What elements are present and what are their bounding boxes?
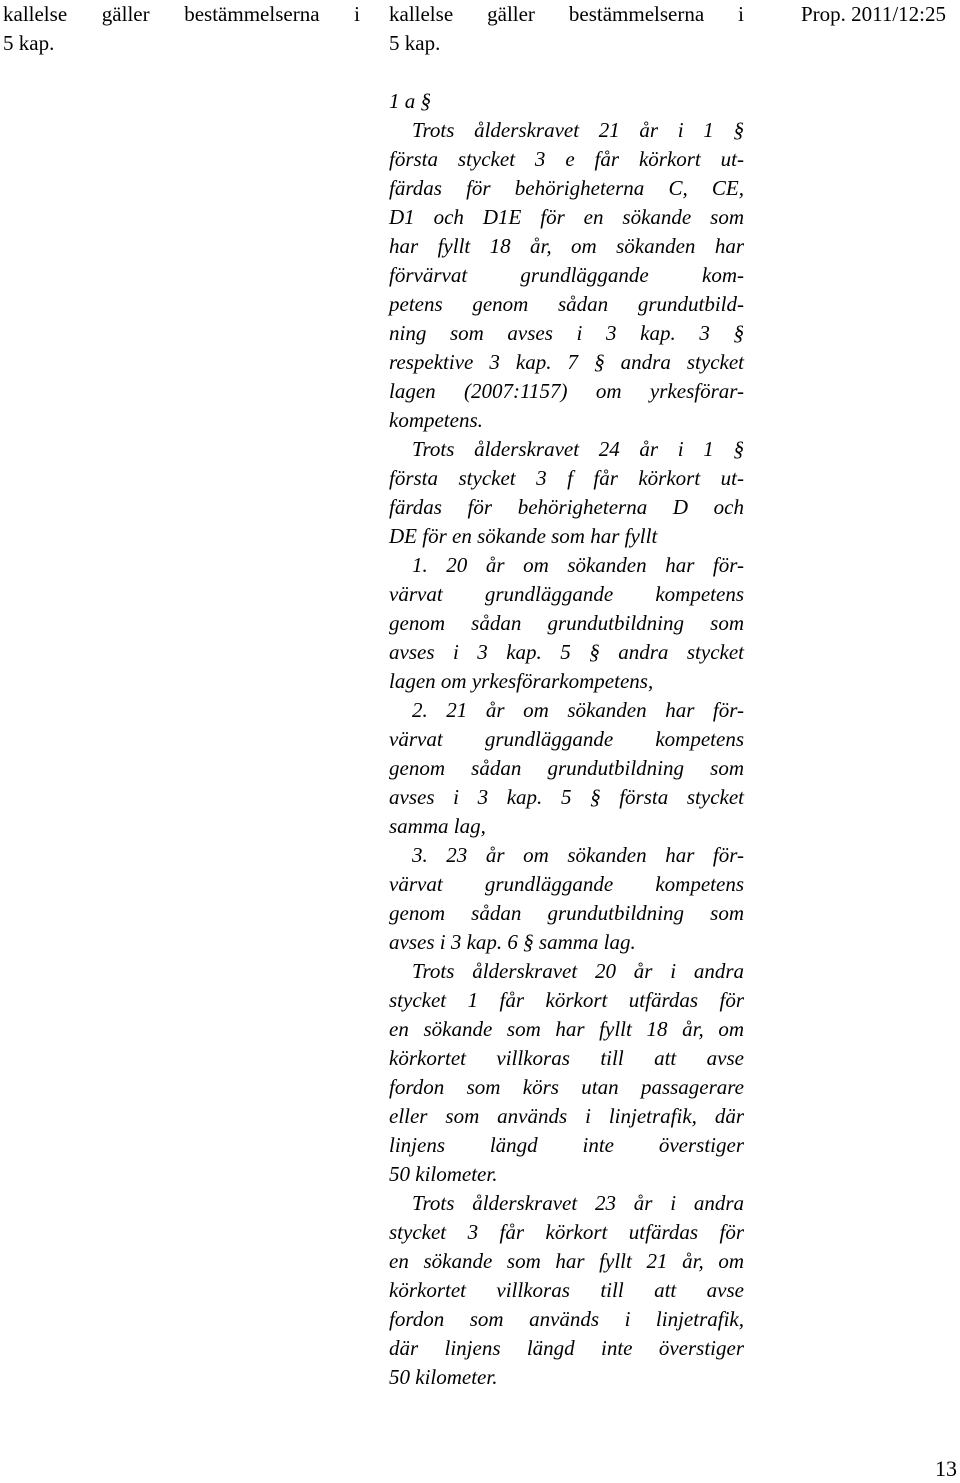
body-line: avses i 3 kap. 5 § första stycket [389, 785, 744, 809]
body-line: värvat grundläggande kompetens [389, 727, 744, 751]
body-line: 3. 23 år om sökanden har för- [412, 843, 744, 867]
body-line: första stycket 3 e får körkort ut- [389, 147, 744, 171]
body-line: 50 kilometer. [389, 1365, 498, 1389]
body-line: stycket 1 får körkort utfärdas för [389, 988, 744, 1012]
left-column-text-line-2: 5 kap. [3, 31, 55, 55]
body-line: respektive 3 kap. 7 § andra stycket [389, 350, 744, 374]
body-line: genom sådan grundutbildning som [389, 901, 744, 925]
body-line: färdas för behörigheterna D och [389, 495, 744, 519]
body-line: kompetens. [389, 408, 483, 432]
body-line: DE för en sökande som har fyllt [389, 524, 658, 548]
body-line: D1 och D1E för en sökande som [389, 205, 744, 229]
body-line: färdas för behörigheterna C, CE, [389, 176, 744, 200]
body-line: 1. 20 år om sökanden har för- [412, 553, 744, 577]
body-line: Trots ålderskravet 23 år i andra [412, 1191, 744, 1215]
body-line: värvat grundläggande kompetens [389, 582, 744, 606]
proposition-reference: Prop. 2011/12:25 [800, 2, 946, 26]
left-column-text-line-1: kallelse gäller bestämmelserna i [3, 2, 360, 26]
middle-column-text-line-1: kallelse gäller bestämmelserna i [389, 2, 744, 26]
body-line: lagen (2007:1157) om yrkesförar- [389, 379, 744, 403]
body-line: en sökande som har fyllt 21 år, om [389, 1249, 744, 1273]
middle-column-text-line-2: 5 kap. [389, 31, 441, 55]
body-line: Trots ålderskravet 24 år i 1 § [412, 437, 744, 461]
body-line: körkortet villkoras till att avse [389, 1278, 744, 1302]
body-line: första stycket 3 f får körkort ut- [389, 466, 744, 490]
body-line: en sökande som har fyllt 18 år, om [389, 1017, 744, 1041]
body-line: ning som avses i 3 kap. 3 § [389, 321, 744, 345]
body-line: fordon som används i linjetrafik, [389, 1307, 744, 1331]
page-number: 13 [935, 1456, 957, 1481]
section-heading: 1 a § [389, 89, 431, 113]
body-line: har fyllt 18 år, om sökanden har [389, 234, 744, 258]
body-line: körkortet villkoras till att avse [389, 1046, 744, 1070]
body-line: fordon som körs utan passagerare [389, 1075, 744, 1099]
body-line: eller som används i linjetrafik, där [389, 1104, 744, 1128]
body-line: 50 kilometer. [389, 1162, 498, 1186]
body-line: petens genom sådan grundutbild- [389, 292, 744, 316]
body-line: avses i 3 kap. 6 § samma lag. [389, 930, 636, 954]
body-line: värvat grundläggande kompetens [389, 872, 744, 896]
body-line: samma lag, [389, 814, 486, 838]
body-line: linjens längd inte överstiger [389, 1133, 744, 1157]
body-line: där linjens längd inte överstiger [389, 1336, 744, 1360]
body-line: Trots ålderskravet 20 år i andra [412, 959, 744, 983]
body-line: Trots ålderskravet 21 år i 1 § [412, 118, 744, 142]
body-line: 2. 21 år om sökanden har för- [412, 698, 744, 722]
body-line: förvärvat grundläggande kom- [389, 263, 744, 287]
body-line: avses i 3 kap. 5 § andra stycket [389, 640, 744, 664]
body-line: stycket 3 får körkort utfärdas för [389, 1220, 744, 1244]
body-line: genom sådan grundutbildning som [389, 756, 744, 780]
body-line: genom sådan grundutbildning som [389, 611, 744, 635]
body-line: lagen om yrkesförarkompetens, [389, 669, 654, 693]
